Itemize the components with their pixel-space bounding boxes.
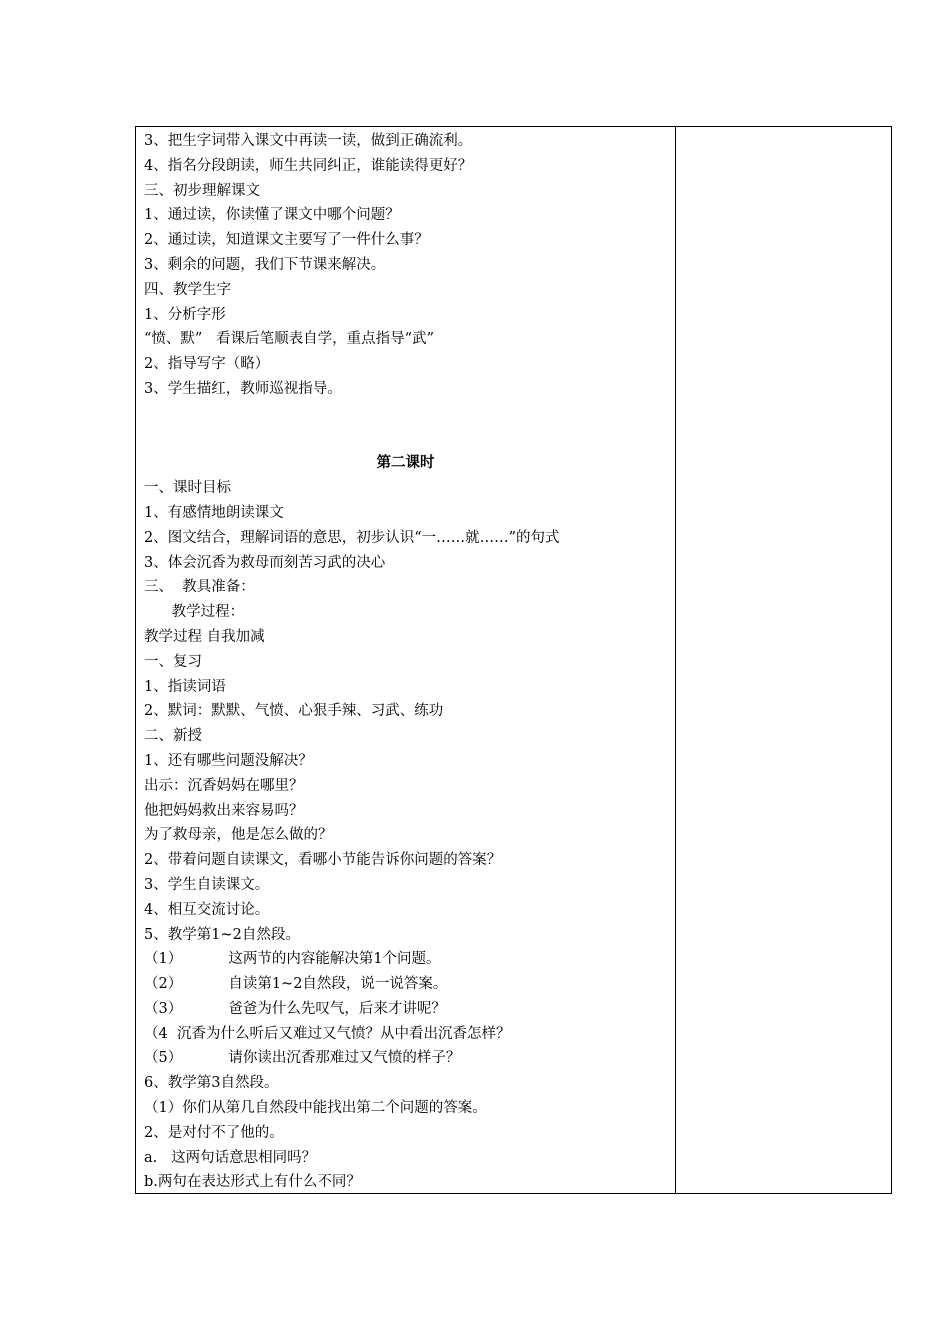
content-line: 2、图文结合，理解词语的意思，初步认识“一……就……”的句式: [144, 529, 560, 546]
content-line: 4、指名分段朗读，师生共同纠正，谁能读得更好？: [144, 157, 473, 174]
content-line: a. 这两句话意思相同吗？: [144, 1149, 317, 1166]
content-line: 教学过程 自我加减: [144, 628, 265, 645]
content-line: 四、教学生字: [144, 281, 231, 298]
content-line: [144, 427, 675, 452]
content-line: 一、课时目标: [144, 480, 231, 497]
content-line: 三、初步理解课文: [144, 182, 260, 199]
content-line: “愤、默” 看课后笔顺表自学，重点指导“武”: [144, 331, 434, 348]
notes-cell: [676, 127, 891, 1193]
content-line: （1） 这两节的内容能解决第1个问题。: [144, 951, 441, 968]
content-line: 1、有感情地朗读课文: [144, 504, 284, 521]
content-line: （3） 爸爸为什么先叹气，后来才讲呢？: [144, 1000, 446, 1017]
content-line: 3、剩余的问题，我们下节课来解决。: [144, 256, 386, 273]
content-line: 4、相互交流讨论。: [144, 901, 270, 918]
content-line: 2、通过读，知道课文主要写了一件什么事？: [144, 232, 429, 249]
content-line: 5、教学第1~2自然段。: [144, 926, 300, 943]
section-title: 第二课时: [376, 454, 435, 472]
content-line: 教学过程：: [144, 604, 245, 621]
content-line: 3、学生自读课文。: [144, 876, 270, 893]
content-line: 2、默词：默默、气愤、心狠手辣、习武、练功: [144, 703, 444, 720]
content-line: 1、还有哪些问题没解决？: [144, 752, 313, 769]
content-line: 1、分析字形: [144, 306, 226, 323]
content-line: 2、带着问题自读课文，看哪小节能告诉你问题的答案？: [144, 852, 502, 869]
content-line: （1）你们从第几自然段中能找出第二个问题的答案。: [144, 1100, 487, 1117]
content-line: 三、 教具准备：: [144, 579, 255, 596]
content-line: 2、是对付不了他的。: [144, 1124, 284, 1141]
content-line: （2） 自读第1~2自然段，说一说答案。: [144, 976, 448, 993]
content-line: 6、教学第3自然段。: [144, 1075, 279, 1092]
content-line: 为了救母亲，他是怎么做的？: [144, 827, 333, 844]
content-line: 二、新授: [144, 728, 202, 745]
content-line: [144, 402, 675, 427]
content-line: 2、指导写字（略）: [144, 356, 270, 373]
content-line: 1、通过读，你读懂了课文中哪个问题？: [144, 207, 400, 224]
content-line: （4 沉香为什么听后又难过又气愤？从中看出沉香怎样？: [144, 1025, 511, 1042]
content-line: 出示：沉香妈妈在哪里？: [144, 777, 304, 794]
content-line: 一、复习: [144, 653, 202, 670]
content-line: 3、学生描红，教师巡视指导。: [144, 380, 342, 397]
content-line: 1、指读词语: [144, 678, 226, 695]
content-line: 他把妈妈救出来容易吗？: [144, 802, 304, 819]
lesson-plan-table: [135, 126, 892, 1194]
lesson-content-cell: [136, 127, 676, 1193]
content-line: 3、把生字词带入课文中再读一读，做到正确流利。: [144, 133, 473, 149]
content-line: 3、体会沉香为救母而刻苦习武的决心: [144, 554, 386, 571]
content-line: （5） 请你读出沉香那难过又气愤的样子？: [144, 1050, 461, 1067]
content-line: b.两句在表达形式上有什么不同？: [144, 1174, 361, 1191]
